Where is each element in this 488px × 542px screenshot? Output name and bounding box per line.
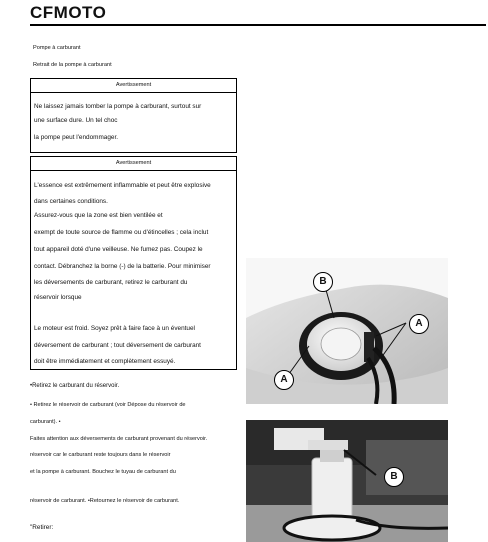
step-text: et la pompe à carburant. Bouchez le tuyau de carburant du [30, 469, 176, 475]
warning-2-line: L'essence est extrêmement inflammable et peut être explosive [34, 182, 211, 189]
callout-a: A [274, 370, 294, 390]
warning-2-line: doit être immédiatement et complètement essuyé. [34, 358, 176, 365]
step-text: •Retirez le carburant du réservoir. [30, 383, 120, 389]
warning-2-title: Avertissement [31, 157, 236, 171]
warning-box-2 [30, 156, 237, 370]
warning-box-1 [30, 78, 237, 153]
fuel-pump-photo-1 [246, 258, 448, 404]
section-subtitle: Retrait de la pompe à carburant [33, 62, 112, 68]
fuel-pump-photo-2 [246, 420, 448, 542]
warning-1-line: la pompe peut l'endommager. [34, 134, 118, 141]
warning-2-line: exempt de toute source de flamme ou d'étincelles ; cela inclut [34, 229, 209, 236]
warning-2-line: dans certaines conditions. [34, 198, 108, 205]
warning-1-line: une surface dure. Un tel choc [34, 117, 118, 124]
warning-2-line: les déversements de carburant, retirez le carburant du [34, 279, 188, 286]
callout-a: A [409, 314, 429, 334]
warning-2-line: déversement de carburant ; tout déversement de carburant [34, 342, 201, 349]
step-text: réservoir de carburant. •Retournez le réservoir de carburant. [30, 498, 180, 504]
warning-1-line: Ne laissez jamais tomber la pompe à carburant, surtout sur [34, 103, 202, 110]
header-rule [30, 24, 486, 26]
warning-2-line: contact. Débranchez la borne (-) de la batterie. Pour minimiser [34, 263, 211, 270]
step-text: Faites attention aux déversements de carburant provenant du réservoir. [30, 436, 208, 442]
warning-2-line: réservoir lorsque [34, 294, 82, 301]
step-text: carburant). • [30, 419, 61, 425]
warning-2-line: Assurez-vous que la zone est bien ventilée et [34, 212, 163, 219]
warning-2-line: tout appareil doté d'une veilleuse. Ne fumez pas. Coupez le [34, 246, 203, 253]
step-text: • Retirez le réservoir de carburant (voir Dépose du réservoir de [30, 402, 186, 408]
fuel-pump-illustration [246, 420, 448, 542]
step-text: réservoir car le carburant reste toujours dans le réservoir [30, 452, 171, 458]
warning-1-title: Avertissement [31, 79, 236, 93]
step-text: "Retirer: [30, 524, 54, 531]
warning-2-line: Le moteur est froid. Soyez prêt à faire face à un éventuel [34, 325, 195, 332]
section-title: Pompe à carburant [33, 45, 81, 51]
callout-b: B [313, 272, 333, 292]
callout-b: B [384, 467, 404, 487]
brand-logo: CFMOTO [30, 3, 107, 22]
